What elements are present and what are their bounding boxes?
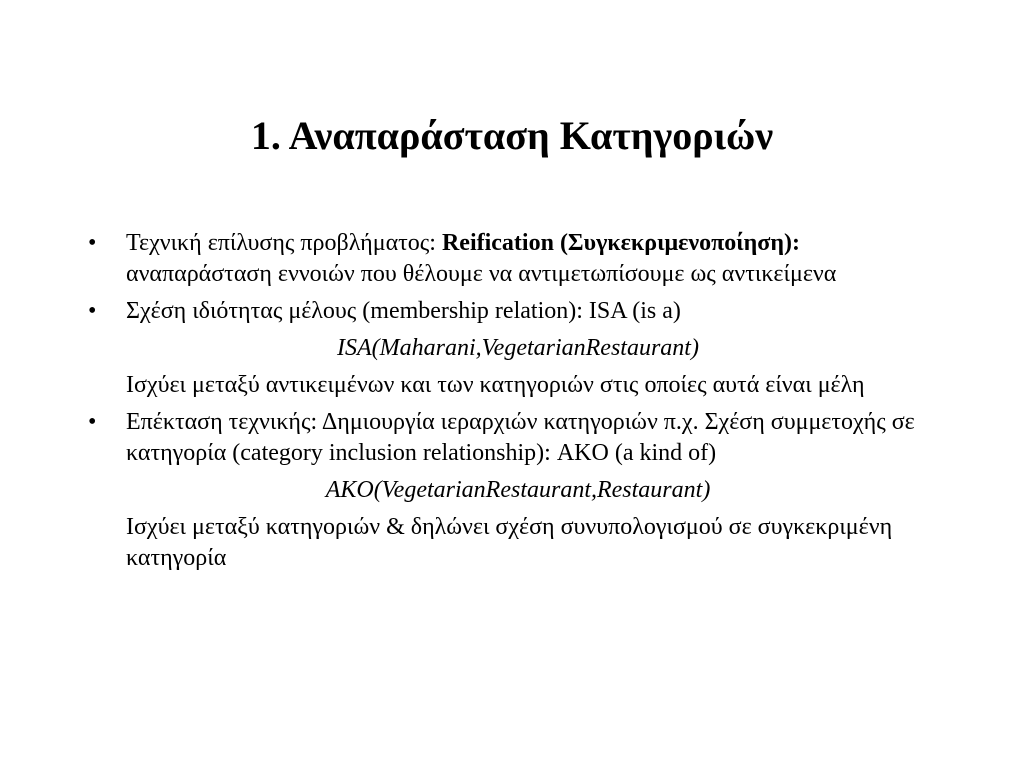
note-isa: Ισχύει μεταξύ αντικειμένων και των κατηγοριών στις οποίες αυτά είναι μέλη (126, 372, 865, 398)
formula-isa: ISA(Maharani,VegetarianRestaurant) (337, 335, 699, 361)
bullet-text-lead: Τεχνική επίλυσης προβλήματος: (126, 230, 442, 256)
formula-ako: AKO(VegetarianRestaurant,Restaurant) (325, 477, 711, 503)
note-ako: Ισχύει μεταξύ κατηγοριών & δηλώνει σχέση συνυπολογισμού σε συγκεκριμένη κατηγορία (126, 514, 893, 571)
slide-content (88, 228, 948, 580)
bullet-text: Επέκταση τεχνικής: Δημιουργία ιεραρχιών κατηγοριών π.χ. Σχέση συμμετοχής σε κατηγορία (category inclusion relationship): AKO (a kind of) (126, 409, 915, 466)
bullet-item-extension (88, 407, 948, 469)
bullet-icon: • (88, 298, 97, 324)
bullet-text-bold: Reification (Συγκεκριμενοποίηση): (441, 230, 800, 256)
bullet-item-membership (88, 296, 948, 327)
bullet-icon: • (88, 409, 97, 435)
slide-title: 1. Αναπαράσταση Κατηγοριών (250, 113, 774, 158)
bullet-text-rest: αναπαράσταση εννοιών που θέλουμε να αντιμετωπίσουμε ως αντικείμενα (126, 261, 837, 287)
bullet-item-reification (88, 228, 948, 290)
bullet-icon: • (88, 230, 97, 256)
bullet-text: Σχέση ιδιότητας μέλους (membership relation): ISA (is a) (126, 298, 681, 324)
